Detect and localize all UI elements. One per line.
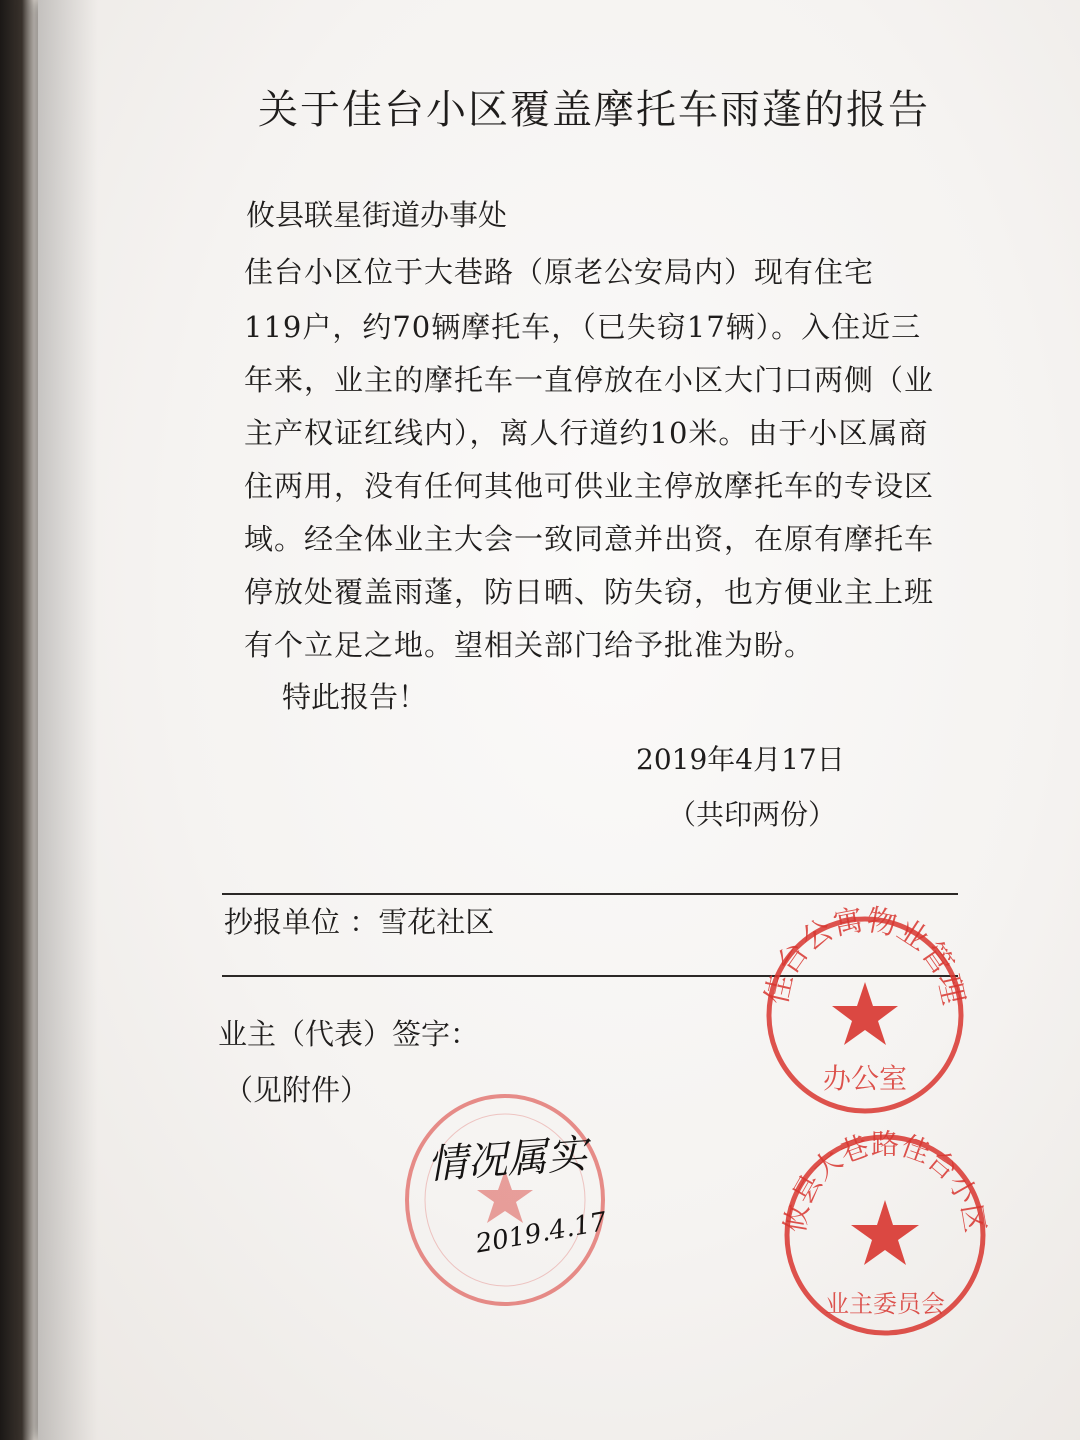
handwritten-note: 情况属实 (425, 1131, 589, 1189)
copies-note: （共印两份） (668, 798, 837, 831)
committee-seal-center-text: 业主委员会 (825, 1290, 945, 1318)
body-line: 佳台小区位于大巷路（原老公安局内）现有住宅 (244, 255, 875, 289)
committee-seal-ring-text: 攸县大巷路佳台小区 (778, 1127, 992, 1235)
handwritten-date: 2019.4.17 (473, 1206, 610, 1260)
property-seal-ring-text: 佳台公寓物业管理 (759, 902, 971, 1008)
report-title: 关于佳台小区覆盖摩托车雨蓬的报告 (258, 87, 930, 133)
property-office-seal (759, 902, 971, 1120)
body-line: 域。经全体业主大会一致同意并出资，在原有摩托车 (244, 522, 935, 556)
body-line: 住两用，没有任何其他可供业主停放摩托车的专设区 (244, 469, 935, 503)
report-date: 2019年4月17日 (636, 743, 845, 776)
body-line: 年来，业主的摩托车一直停放在小区大门口两侧（业 (244, 363, 935, 397)
body-line: 119户，约70辆摩托车，（已失窃17辆）。入住近三 (244, 310, 922, 344)
recipient: 攸县联星街道办事处 (246, 198, 508, 232)
body-line: 停放处覆盖雨蓬，防日晒、防失窃，也方便业主上班 (244, 575, 935, 609)
seal-star-icon (832, 982, 898, 1045)
seal-star-icon (851, 1200, 919, 1265)
cc-line: 抄报单位 ：雪花社区 (224, 905, 495, 939)
signature-label: 业主（代表）签字： (218, 1017, 480, 1051)
closing-line: 特此报告！ (282, 680, 428, 714)
attachment-note: （见附件） (224, 1073, 370, 1107)
divider-top (222, 893, 958, 895)
owners-committee-seal (778, 1127, 992, 1340)
handwritten-endorsement (420, 1110, 620, 1270)
body-line: 有个立足之地。望相关部门给予批准为盼。 (244, 628, 815, 662)
property-seal-center-text: 办公室 (822, 1062, 908, 1095)
body-line: 主产权证红线内），离人行道约10米。由于小区属商 (244, 416, 929, 450)
